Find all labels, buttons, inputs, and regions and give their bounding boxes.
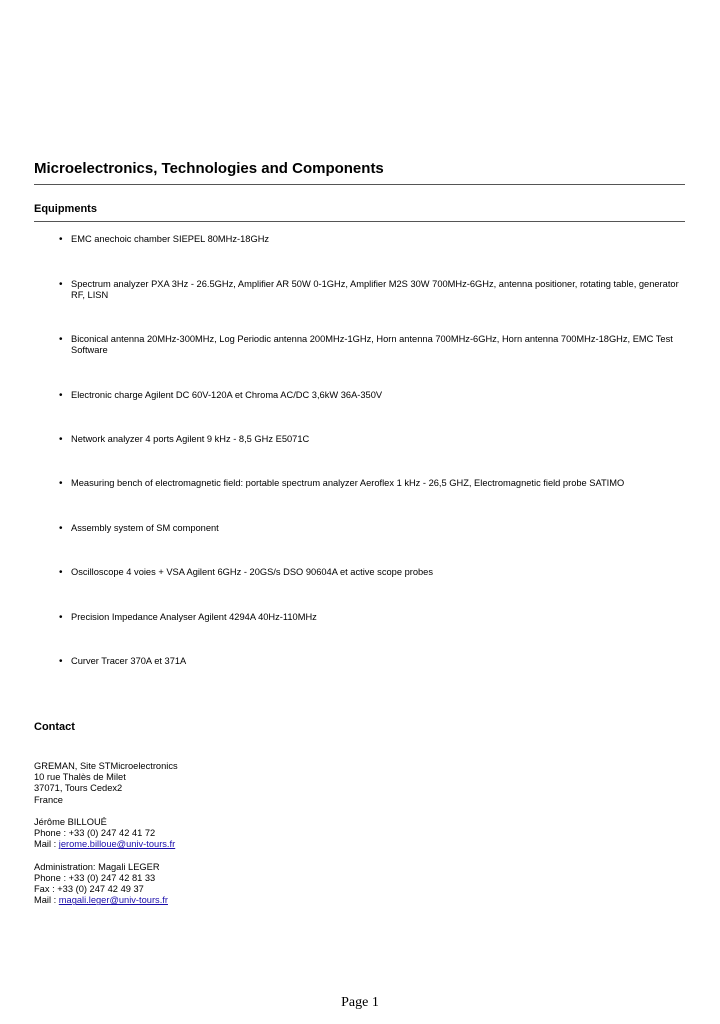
bullet-icon: • [59,656,63,667]
spacer [34,851,178,862]
list-item [59,334,683,357]
list-item [59,656,683,667]
list-item-text: Measuring bench of electromagnetic field: portable spectrum analyzer Aeroflex 1 kHz - 26,5 GHZ, Electromagnetic field probe SATIMO [71,478,625,488]
list-item-text: Curver Tracer 370A et 371A [71,656,187,666]
address-line: France [34,794,63,805]
bullet-icon: • [59,234,63,245]
contact-phone: Phone : +33 (0) 247 42 41 72 [34,828,156,839]
contact-fax: Fax : +33 (0) 247 42 49 37 [34,884,144,895]
contact-name: Administration: Magali LEGER [34,861,160,872]
list-item [59,434,683,445]
list-item [59,390,683,401]
list-item [59,234,683,245]
list-item-text: Spectrum analyzer PXA 3Hz - 26.5GHz, Amplifier AR 50W 0-1GHz, Amplifier M2S 30W 700MHz-6GHz, antenna positioner, rotating table, generator RF, LISN [71,279,679,301]
mail-label: Mail : [34,839,59,850]
mail-link-leger[interactable]: magali.leger@univ-tours.fr [58,895,168,906]
contact-details [34,761,178,906]
bullet-icon: • [59,612,63,623]
list-item [59,612,683,623]
page-title: Microelectronics, Technologies and Components [34,160,384,177]
contact-mail-row [34,839,178,850]
address-line: 37071, Tours Cedex2 [34,783,123,794]
address-line: GREMAN, Site STMicroelectronics [34,761,178,771]
list-item [59,567,683,578]
bullet-icon: • [59,390,63,401]
list-item [59,279,683,302]
list-item-text: Electronic charge Agilent DC 60V-120A et Chroma AC/DC 3,6kW 36A-350V [71,390,383,400]
contact-mail-row [34,895,178,906]
list-item-text: Biconical antenna 20MHz-300MHz, Log Periodic antenna 200MHz-1GHz, Horn antenna 700MHz-6GHz, Horn antenna 700MHz-18GHz, EMC Test Software [71,334,673,356]
list-item-text: EMC anechoic chamber SIEPEL 80MHz-18GHz [71,234,270,244]
address-line: 10 rue Thalès de Milet [34,772,126,783]
list-item-text: Oscilloscope 4 voies + VSA Agilent 6GHz - 20GS/s DSO 90604A et active scope probes [71,567,433,577]
title-divider [34,184,685,185]
equipments-heading: Equipments [34,203,97,215]
contact-name: Jérôme BILLOUÉ [34,816,107,827]
list-item-text: Network analyzer 4 ports Agilent 9 kHz - 8,5 GHz E5071C [71,434,310,444]
bullet-icon: • [59,478,63,489]
page-number: Page 1 [341,995,379,1010]
spacer [34,806,178,817]
list-item-text: Precision Impedance Analyser Agilent 4294A 40Hz-110MHz [71,612,317,622]
equipments-divider [34,221,685,222]
list-item [59,523,683,534]
contact-heading: Contact [34,721,75,733]
bullet-icon: • [59,567,63,578]
mail-label: Mail : [34,895,59,906]
list-item [59,478,683,489]
bullet-icon: • [59,434,63,445]
bullet-icon: • [59,523,63,534]
list-item-text: Assembly system of SM component [71,523,219,533]
bullet-icon: • [59,334,63,345]
contact-phone: Phone : +33 (0) 247 42 81 33 [34,872,156,883]
bullet-icon: • [59,279,63,290]
mail-link-billoue[interactable]: jerome.billoue@univ-tours.fr [58,839,176,850]
